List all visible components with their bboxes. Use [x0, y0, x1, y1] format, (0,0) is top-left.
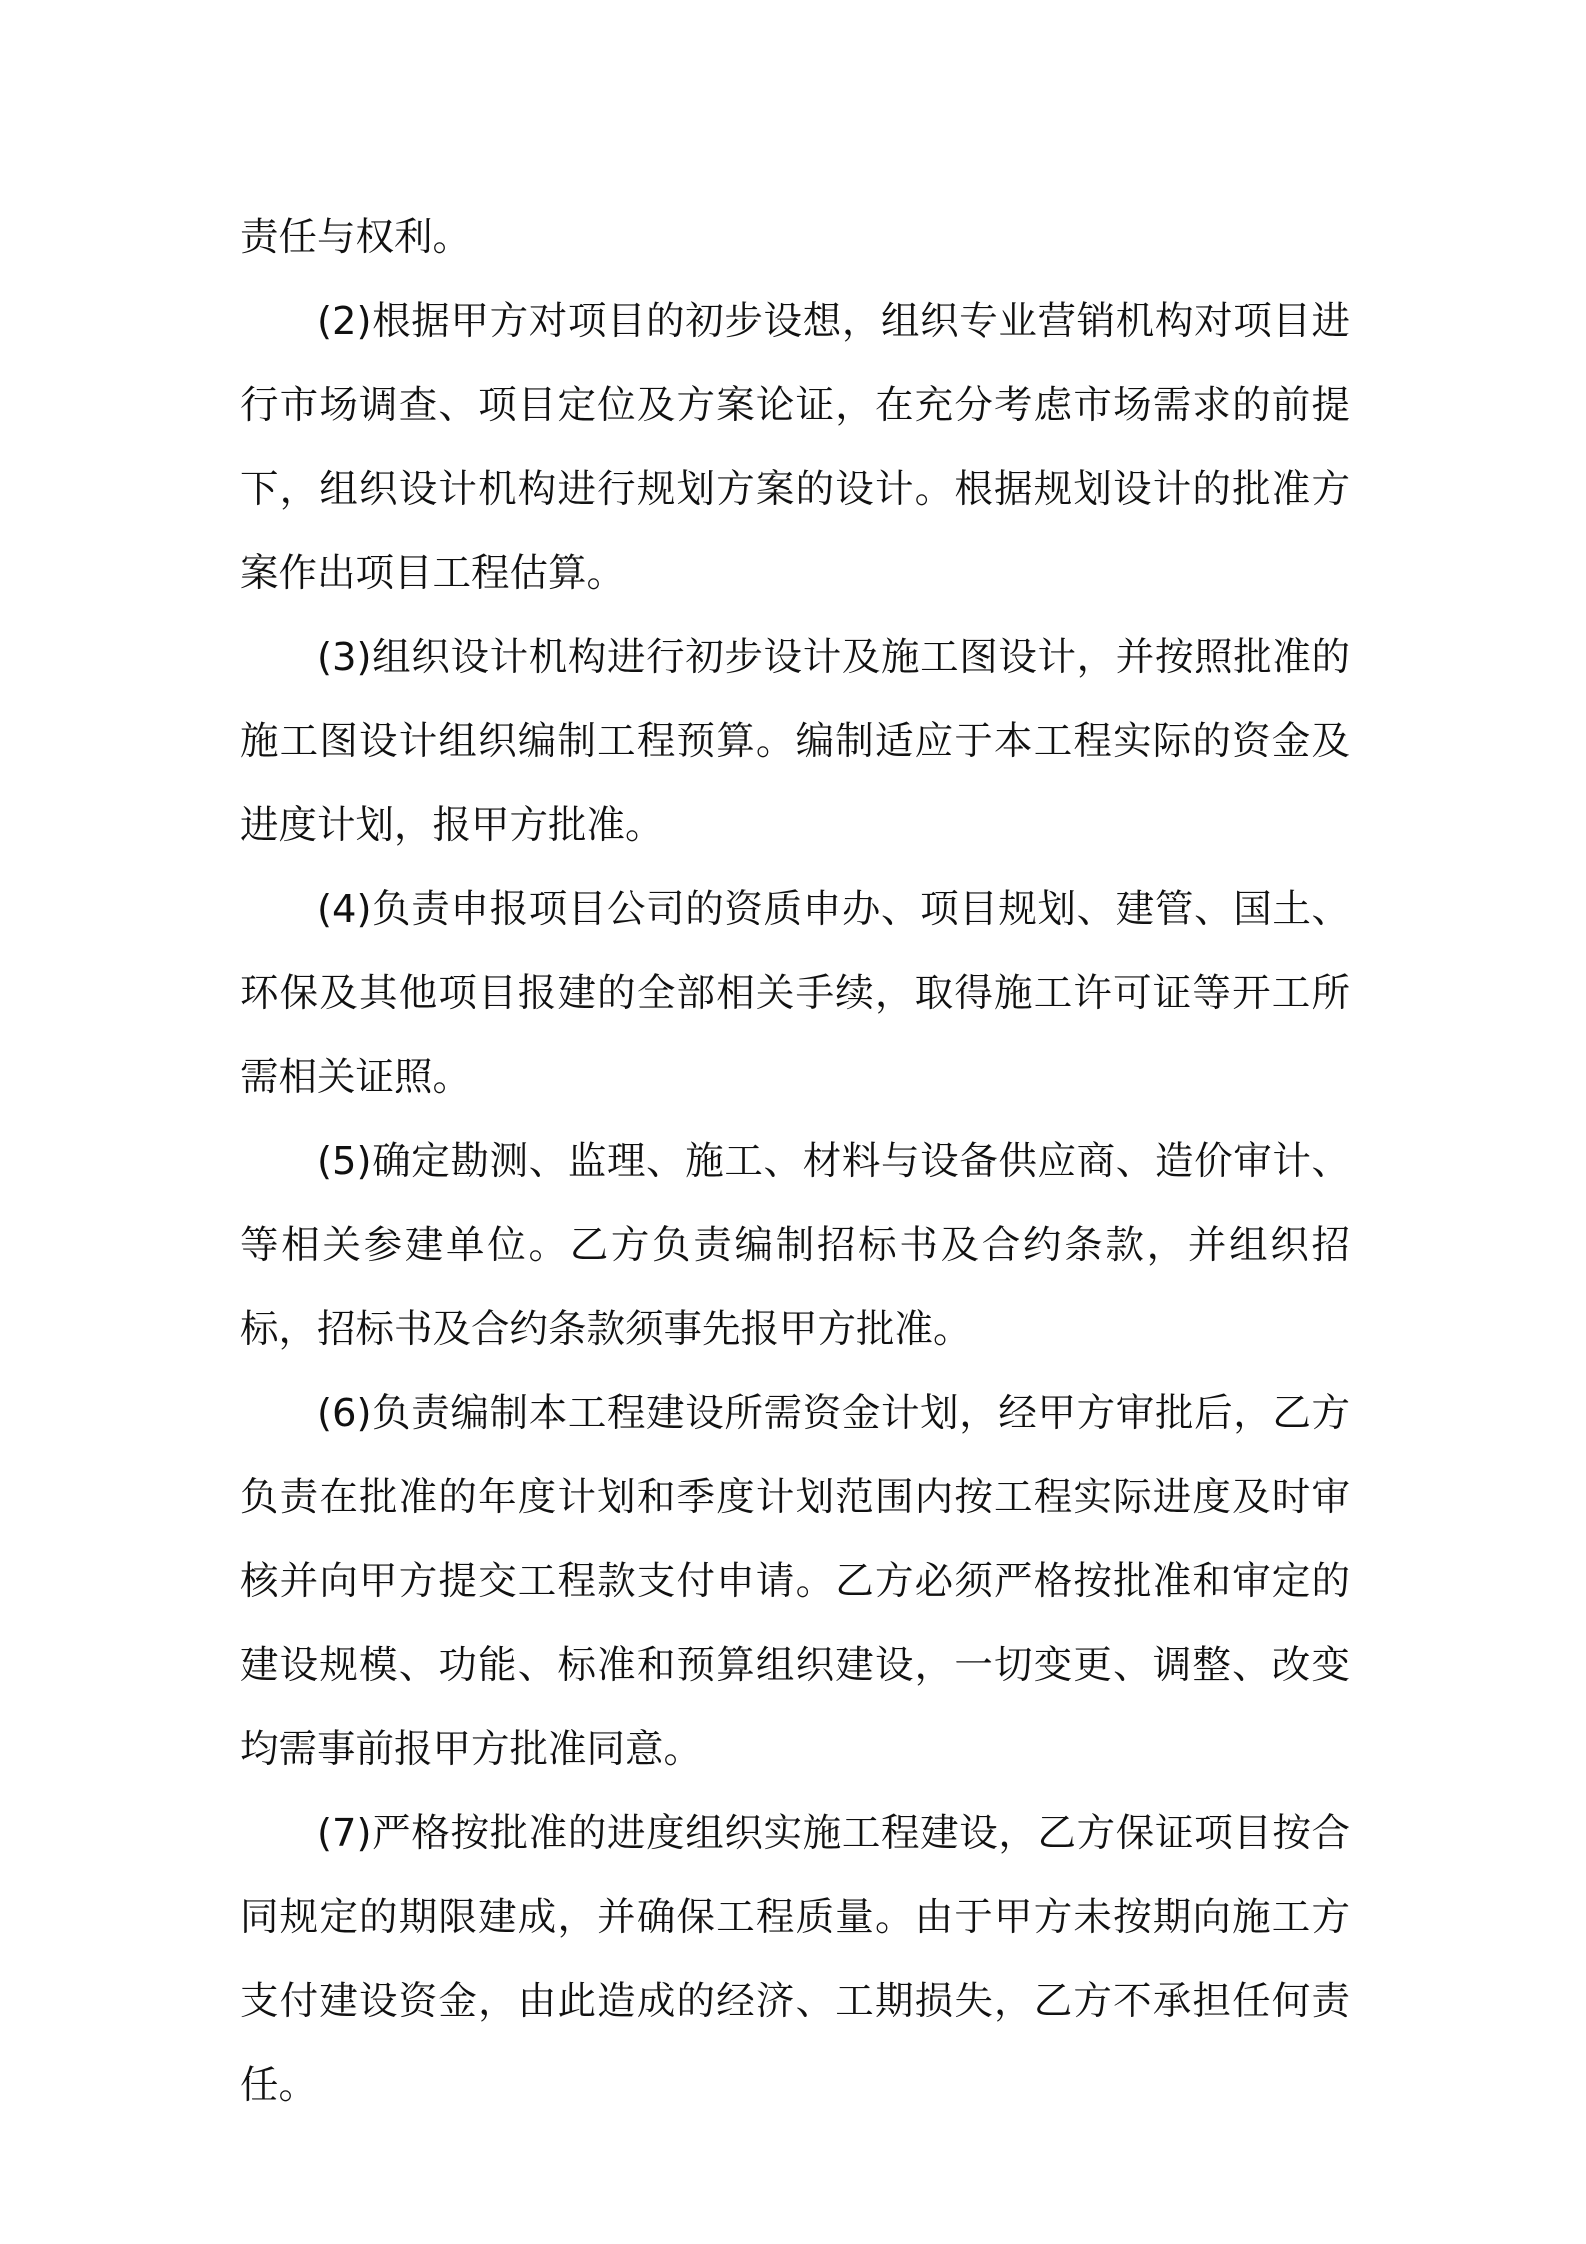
paragraph-item-4: (4)负责申报项目公司的资质申办、项目规划、建管、国土、环保及其他项目报建的全部相关手续，取得施工许可证等开工所需相关证照。 — [240, 887, 1350, 1100]
document-body — [240, 196, 1350, 2128]
paragraph-item-6: (6)负责编制本工程建设所需资金计划，经甲方审批后，乙方负责在批准的年度计划和季度计划范围内按工程实际进度及时审核并向甲方提交工程款支付申请。乙方必须严格按批准和审定的建设规模、功能、标准和预算组织建设，一切变更、调整、改变均需事前报甲方批准同意。 — [240, 1391, 1350, 1772]
paragraph-item-3: (3)组织设计机构进行初步设计及施工图设计，并按照批准的施工图设计组织编制工程预算。编制适应于本工程实际的资金及进度计划，报甲方批准。 — [240, 635, 1350, 848]
paragraph-item-7: (7)严格按批准的进度组织实施工程建设，乙方保证项目按合同规定的期限建成，并确保工程质量。由于甲方未按期向施工方支付建设资金，由此造成的经济、工期损失，乙方不承担任何责任。 — [240, 1811, 1350, 2108]
paragraph-item-2: (2)根据甲方对项目的初步设想，组织专业营销机构对项目进行市场调查、项目定位及方案论证，在充分考虑市场需求的前提下，组织设计机构进行规划方案的设计。根据规划设计的批准方案作出项目工程估算。 — [240, 299, 1350, 596]
paragraph-item-5: (5)确定勘测、监理、施工、材料与设备供应商、造价审计、等相关参建单位。乙方负责编制招标书及合约条款，并组织招标，招标书及合约条款须事先报甲方批准。 — [240, 1139, 1350, 1352]
paragraph-continuation: 责任与权利。 — [240, 215, 472, 260]
